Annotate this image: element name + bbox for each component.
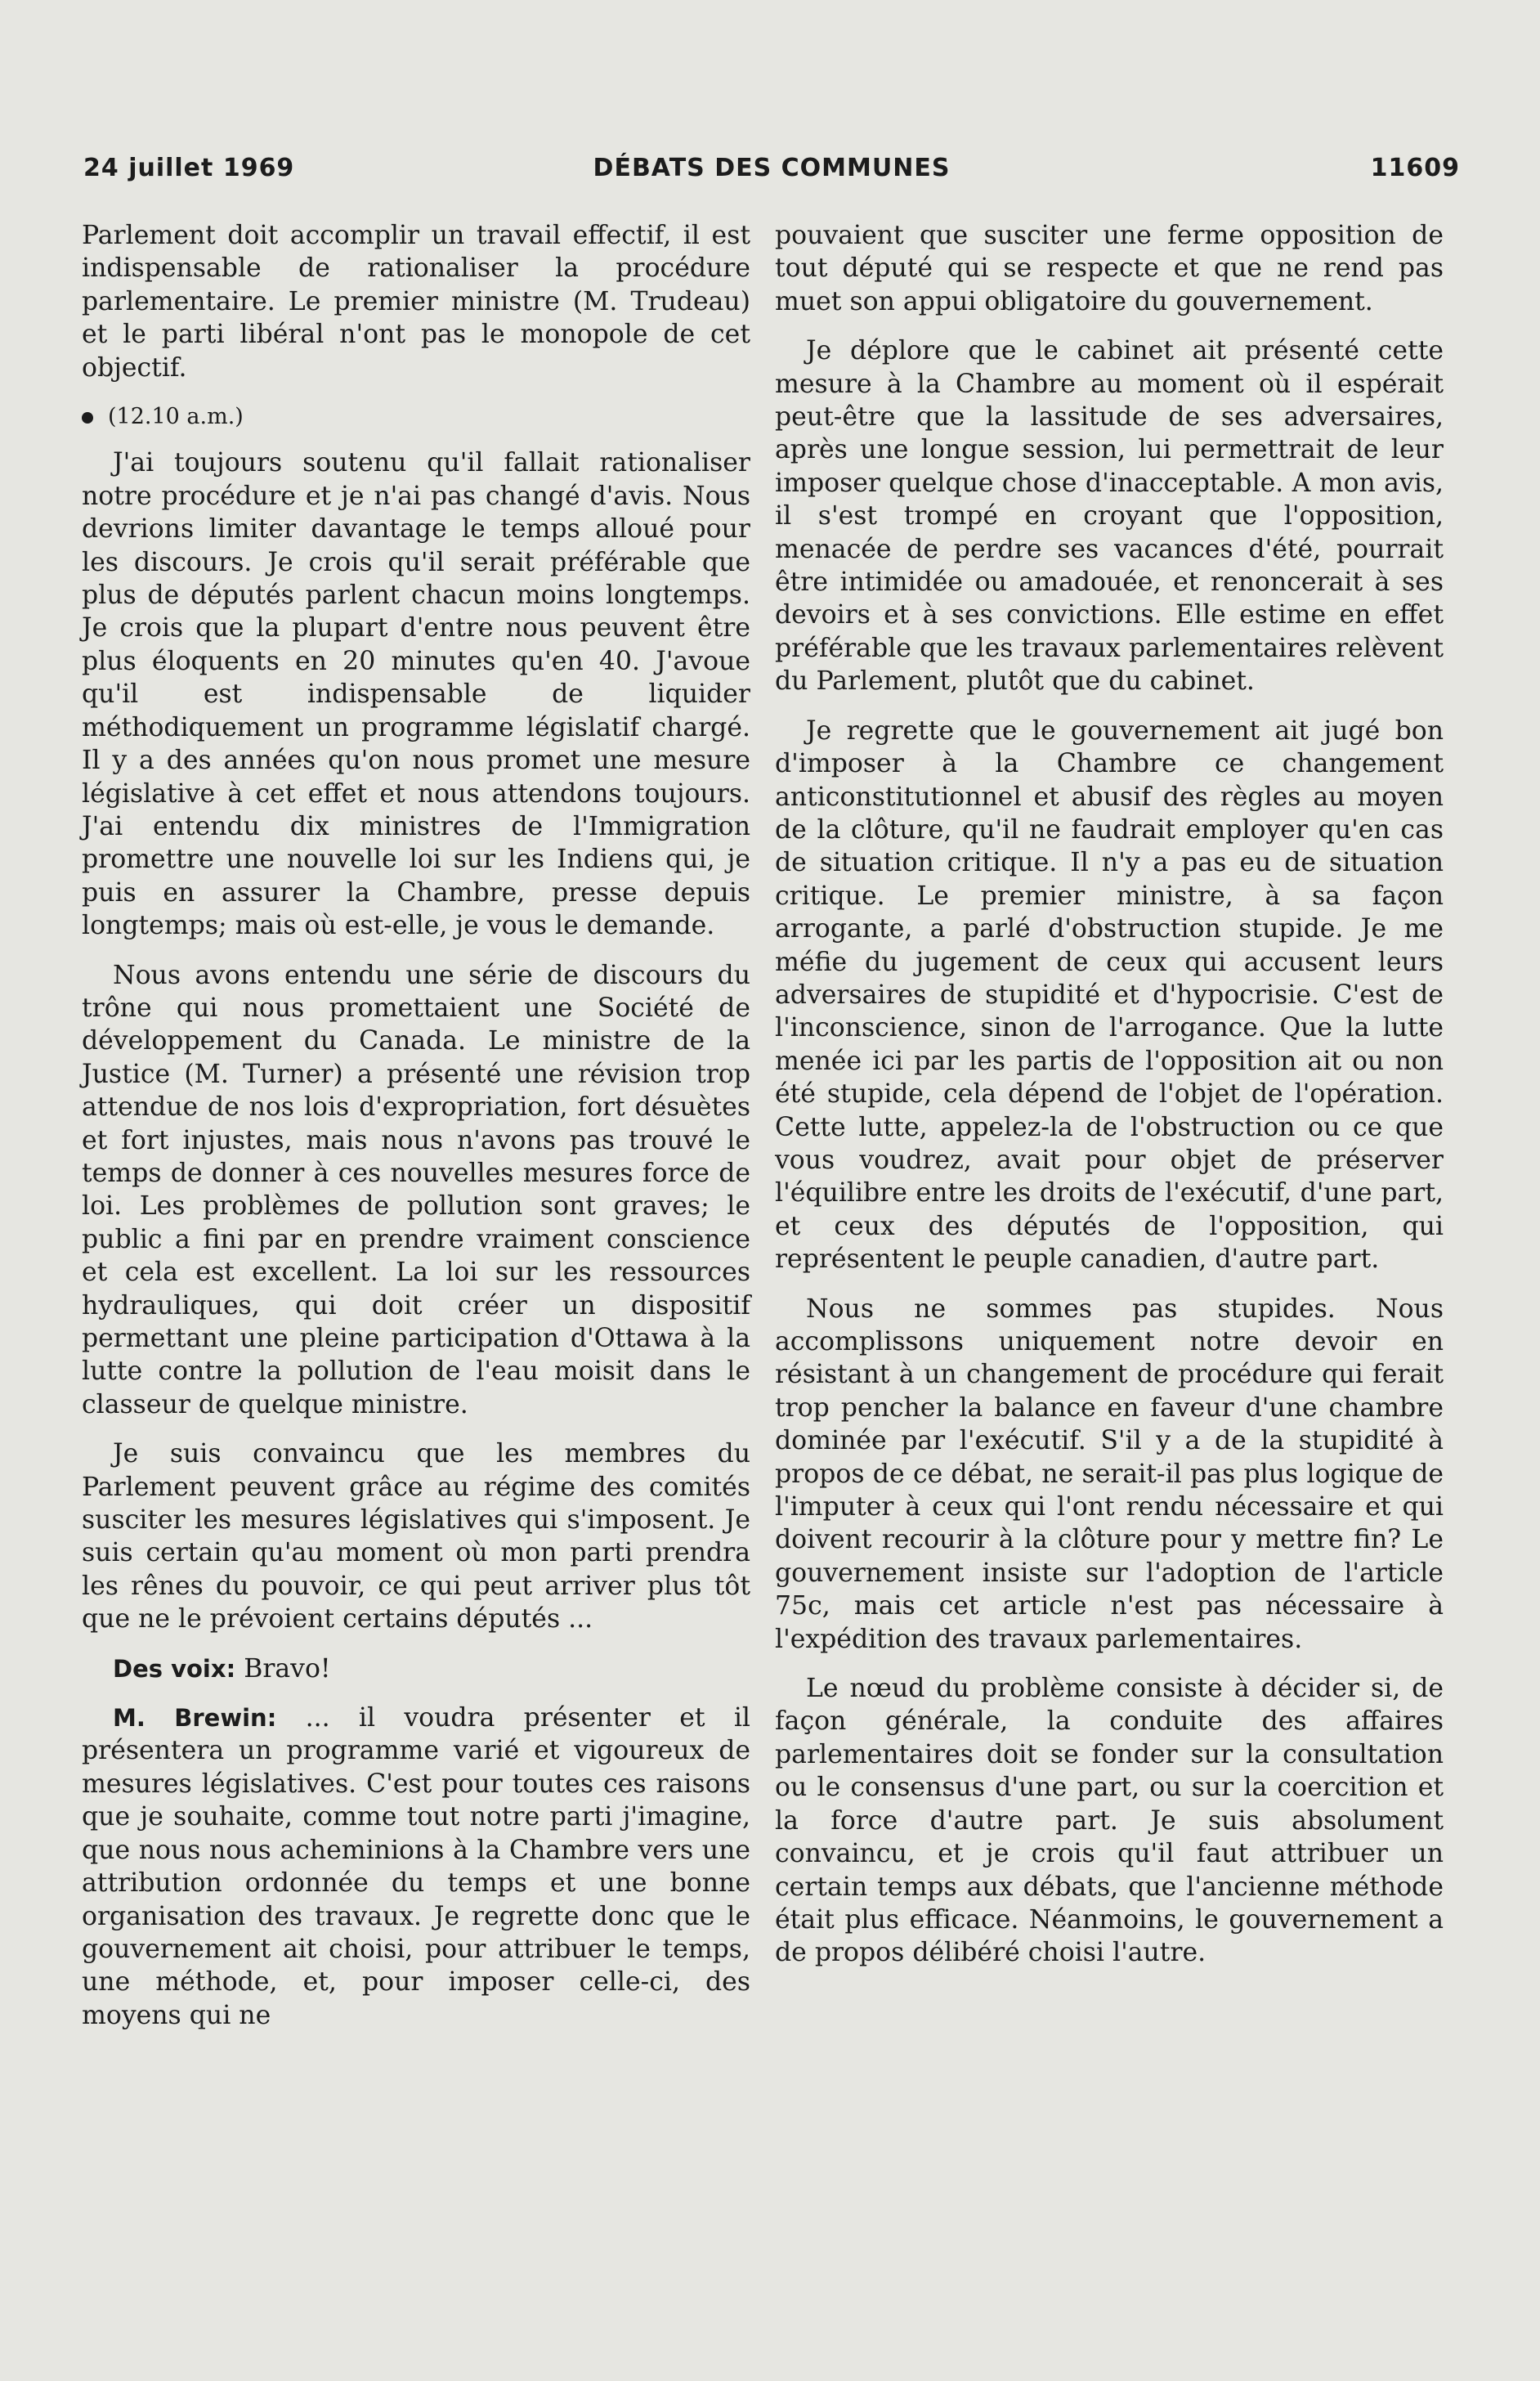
paragraph: Je déplore que le cabinet ait présenté cette mesure à la Chambre au moment où il espérait peut-être que la lassitude de ses adversaires, après une longue session, lui permettrait de leur imposer quelque chose d'inacceptable. A mon avis, il s'est trompé en croyant que l'opposition, menacée de perdre ses vacances d'été, pourrait être intimidée ou amadouée, et renoncerait à ses devoirs et à ses convictions. Elle estime en effet préférable que les travaux parlementaires relèvent du Parlement, plutôt que du cabinet. xyxy=(775,336,1444,697)
page-header xyxy=(83,154,1460,191)
paragraph: Parlement doit accomplir un travail effectif, il est indispensable de rationaliser la procédure parlementaire. Le premier ministre (M. Trudeau) et le parti libéral n'ont pas le monopole de cet objectif. xyxy=(82,221,750,383)
header-date: 24 juillet 1969 xyxy=(83,154,295,182)
right-column xyxy=(775,219,1444,1986)
speech xyxy=(82,1702,750,2032)
header-title: DÉBATS DES COMMUNES xyxy=(593,154,951,182)
interjection xyxy=(82,1652,750,1685)
paragraph: Nous ne sommes pas stupides. Nous accomplissons uniquement notre devoir en résistant à un changement de procédure qui ferait trop pencher la balance en faveur d'une chambre dominée par l'exécutif. S'il y a de la stupidité à propos de ce débat, ne serait-il pas plus logique de l'imputer à ceux qui l'ont rendu nécessaire et qui doivent recourir à la clôture pour y mettre fin? Le gouvernement insiste sur l'adoption de l'article 75c, mais cet article n'est pas nécessaire à l'expédition des travaux parlementaires. xyxy=(775,1294,1444,1654)
paragraph: pouvaient que susciter une ferme opposition de tout député qui se respecte et que ne rend pas muet son appui obligatoire du gouvernement. xyxy=(775,221,1444,316)
timestamp-text: (12.10 a.m.) xyxy=(108,404,244,430)
speech-text: ... il voudra présenter et il présentera un programme varié et vigoureux de mesures législatives. C'est pour toutes ces raisons que je souhaite, comme tout notre parti j'imagine, que nous nous acheminions à la Chambre vers une attribution ordonnée du temps et une bonne organisation des travaux. Je regrette donc que le gouvernement ait choisi, pour attribuer le temps, une méthode, et, pour imposer celle-ci, des moyens qui ne xyxy=(82,1703,750,2030)
paragraph: Nous avons entendu une série de discours du trône qui nous promettaient une Société de développement du Canada. Le ministre de la Justice (M. Turner) a présenté une révision trop attendue de nos lois d'expropriation, fort désuètes et fort injustes, mais nous n'avons pas trouvé le temps de donner à ces nouvelles mesures force de loi. Les problèmes de pollution sont graves; le public a fini par en prendre vraiment conscience et cela est excellent. La loi sur les ressources hydrauliques, qui doit créer un dispositif permettant une pleine participation d'Ottawa à la lutte contre la pollution de l'eau moisit dans le classeur de quelque ministre. xyxy=(82,960,750,1419)
speech-text: Bravo! xyxy=(244,1653,331,1684)
paragraph: Le nœud du problème consiste à décider si, de façon générale, la conduite des affaires parlementaires doit se fonder sur la consultation ou le consensus d'une part, ou sur la coercition et la force d'autre part. Je suis absolument convaincu, et je crois qu'il faut attribuer un certain temps aux débats, que l'ancienne méthode était plus efficace. Néanmoins, le gouvernement a de propos délibéré choisi l'autre. xyxy=(775,1674,1444,1968)
left-column xyxy=(82,219,750,2048)
speaker-name: Des voix: xyxy=(113,1654,236,1683)
timestamp xyxy=(82,401,750,433)
paragraph: Je suis convaincu que les membres du Parlement peuvent grâce au régime des comités susciter les mesures législatives qui s'imposent. Je suis certain qu'au moment où mon parti prendra les rênes du pouvoir, ce qui peut arriver plus tôt que ne le prévoient certains députés ... xyxy=(82,1439,750,1634)
bullet-icon xyxy=(82,412,93,424)
paragraph: J'ai toujours soutenu qu'il fallait rationaliser notre procédure et je n'ai pas changé d'avis. Nous devrions limiter davantage le temps alloué pour les discours. Je crois qu'il serait préférable que plus de députés parlent chacun moins longtemps. Je crois que la plupart d'entre nous peuvent être plus éloquents en 20 minutes qu'en 40. J'avoue qu'il est indispensable de liquider méthodiquement un programme législatif chargé. Il y a des années qu'on nous promet une mesure législative à cet effet et nous attendons toujours. J'ai entendu dix ministres de l'Immigration promettre une nouvelle loi sur les Indiens qui, je puis en assurer la Chambre, presse depuis longtemps; mais où est-elle, je vous le demande. xyxy=(82,448,750,941)
speaker-name: M. Brewin: xyxy=(113,1704,277,1733)
header-page-number: 11609 xyxy=(1370,154,1460,182)
paragraph: Je regrette que le gouvernement ait jugé bon d'imposer à la Chambre ce changement anticonstitutionnel et abusif des règles au moyen de la clôture, qu'il ne faudrait employer qu'en cas de situation critique. Il n'y a pas eu de situation critique. Le premier ministre, à sa façon arrogante, a parlé d'obstruction stupide. Je me méfie du jugement de ceux qui accusent leurs adversaires de stupidité et d'hypocrisie. C'est de l'inconscience, sinon de l'arrogance. Que la lutte menée ici par les partis de l'opposition ait ou non été stupide, cela dépend de l'objet de l'opération. Cette lutte, appelez-la de l'obstruction ou ce que vous voudrez, avait pour objet de préserver l'équilibre entre les droits de l'exécutif, d'une part, et ceux des députés de l'opposition, qui représentent le peuple canadien, d'autre part. xyxy=(775,715,1444,1275)
